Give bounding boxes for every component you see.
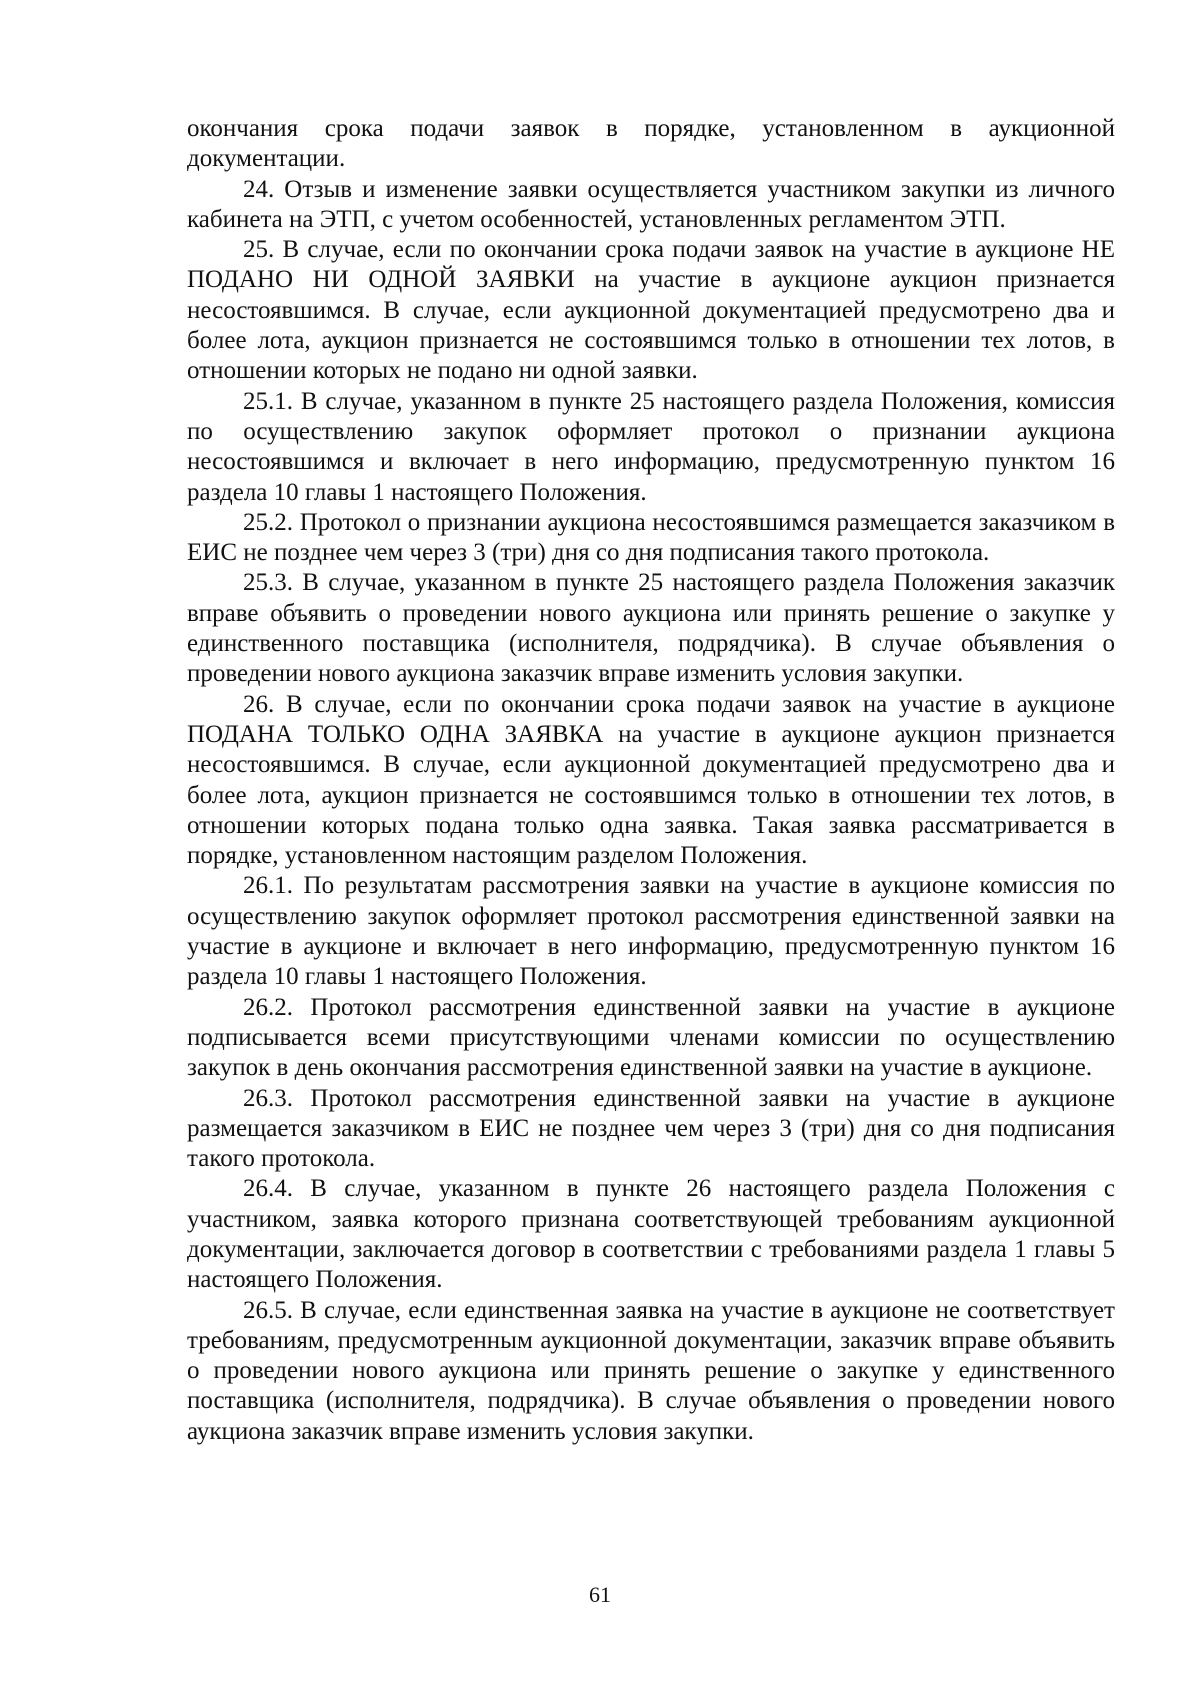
document-body: [187, 114, 1115, 1447]
paragraph-25-3: 25.3. В случае, указанном в пункте 25 настоящего раздела Положения заказчик вправе объявить о проведении нового аукциона или принять решение о закупке у единственного поставщика (исполнителя, подрядчика). В случае объявления о проведении нового аукциона заказчик вправе изменить условия закупки.: [187, 569, 1115, 688]
paragraph-26-3: 26.3. Протокол рассмотрения единственной заявки на участие в аукционе размещается заказчиком в ЕИС не позднее чем через 3 (три) дня со дня подписания такого протокола.: [187, 1084, 1115, 1173]
paragraph-continuation: окончания срока подачи заявок в порядке, установленном в аукционной документации.: [187, 115, 1115, 173]
paragraph-25: 25. В случае, если по окончании срока подачи заявок на участие в аукционе НЕ ПОДАНО НИ ОДНОЙ ЗАЯВКИ на участие в аукционе аукцион признается несостоявшимся. В случае, если аукционной документацией предусмотрено два и более лота, аукцион признается не состоявшимся только в отношении тех лотов, в отношении которых не подано ни одной заявки.: [187, 236, 1115, 385]
paragraph-26-1: 26.1. По результатам рассмотрения заявки на участие в аукционе комиссия по осуществлению закупок оформляет протокол рассмотрения единственной заявки на участие в аукционе и включает в него информацию, предусмотренную пунктом 16 раздела 10 главы 1 настоящего Положения.: [187, 872, 1115, 991]
paragraph-26-2: 26.2. Протокол рассмотрения единственной заявки на участие в аукционе подписывается всеми присутствующими членами комиссии по осуществлению закупок в день окончания рассмотрения единственной заявки на участие в аукционе.: [187, 993, 1115, 1082]
page-number: 61: [589, 1582, 611, 1607]
paragraph-26: 26. В случае, если по окончании срока подачи заявок на участие в аукционе ПОДАНА ТОЛЬКО ОДНА ЗАЯВКА на участие в аукционе аукцион признается несостоявшимся. В случае, если аукционной документацией предусмотрено два и более лота, аукцион признается не состоявшимся только в отношении тех лотов, в отношении которых подана только одна заявка. Такая заявка рассматривается в порядке, установленном настоящим разделом Положения.: [187, 690, 1115, 870]
paragraph-25-1: 25.1. В случае, указанном в пункте 25 настоящего раздела Положения, комиссия по осуществлению закупок оформляет протокол о признании аукциона несостоявшимся и включает в него информацию, предусмотренную пунктом 16 раздела 10 главы 1 настоящего Положения.: [187, 387, 1115, 506]
paragraph-26-5: 26.5. В случае, если единственная заявка на участие в аукционе не соответствует требованиям, предусмотренным аукционной документации, заказчик вправе объявить о проведении нового аукциона или принять решение о закупке у единственного поставщика (исполнителя, подрядчика). В случае объявления о проведении нового аукциона заказчик вправе изменить условия закупки.: [187, 1296, 1115, 1445]
paragraph-24: 24. Отзыв и изменение заявки осуществляется участником закупки из личного кабинета на ЭТП, с учетом особенностей, установленных регламентом ЭТП.: [187, 175, 1115, 233]
paragraph-26-4: 26.4. В случае, указанном в пункте 26 настоящего раздела Положения с участником, заявка которого признана соответствующей требованиям аукционной документации, заключается договор в соответствии с требованиями раздела 1 главы 5 настоящего Положения.: [187, 1175, 1115, 1294]
paragraph-25-2: 25.2. Протокол о признании аукциона несостоявшимся размещается заказчиком в ЕИС не позднее чем через 3 (три) дня со дня подписания такого протокола.: [187, 508, 1115, 567]
